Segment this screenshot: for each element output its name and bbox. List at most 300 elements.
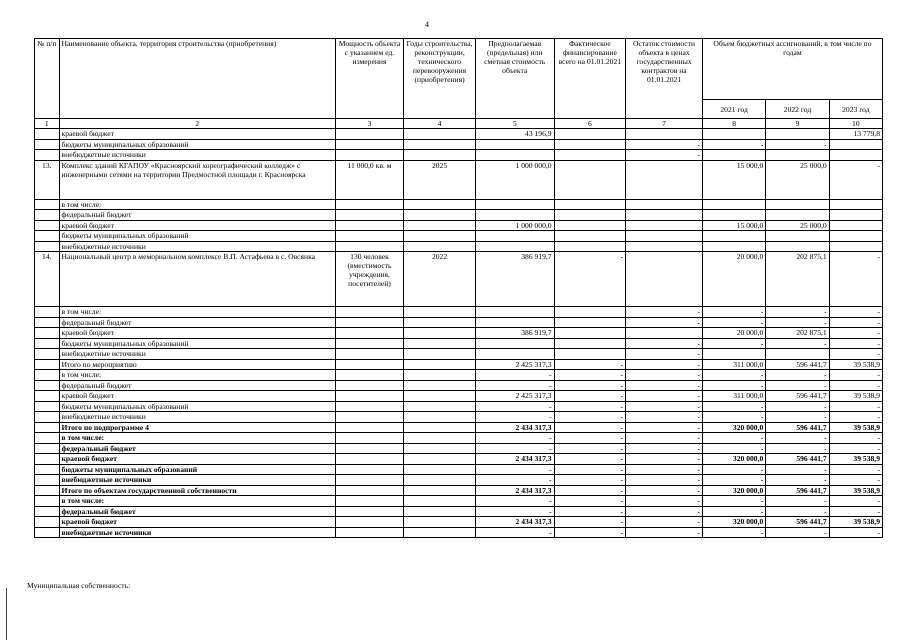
table-cell: 13. [35, 160, 60, 199]
table-cell: 386 919,7 [475, 252, 554, 307]
table-cell: - [475, 412, 554, 423]
table-cell: - [829, 443, 882, 454]
table-cell: 311 000,0 [702, 391, 765, 402]
table-cell: - [475, 496, 554, 507]
table-cell [35, 231, 60, 242]
table-cell: 20 000,0 [702, 328, 765, 339]
table-cell [35, 359, 60, 370]
table-row [35, 485, 883, 496]
table-cell [335, 139, 404, 150]
table-cell [766, 199, 829, 210]
table-cell [475, 241, 554, 252]
table-cell [404, 443, 476, 454]
table-cell [554, 199, 626, 210]
table-cell [35, 370, 60, 381]
table-cell: в том числе: [59, 496, 335, 507]
table-cell: - [554, 433, 626, 444]
table-cell: 39 538,9 [829, 454, 882, 465]
table-cell [35, 199, 60, 210]
table-cell: - [626, 454, 703, 465]
table-cell: - [829, 349, 882, 360]
table-cell: - [766, 527, 829, 538]
table-cell [475, 139, 554, 150]
table-cell: бюджеты муниципальных образований [59, 401, 335, 412]
table-cell [404, 317, 476, 328]
table-cell: - [766, 338, 829, 349]
table-cell [335, 485, 404, 496]
table-cell [475, 231, 554, 242]
table-cell: 2 425 317,3 [475, 391, 554, 402]
table-cell: - [626, 527, 703, 538]
table-cell [404, 328, 476, 339]
table-cell: - [554, 391, 626, 402]
table-cell: в том числе: [59, 307, 335, 318]
table-cell: 320 000,0 [702, 517, 765, 528]
table-row [35, 412, 883, 423]
table-cell [35, 220, 60, 231]
table-cell: краевой бюджет [59, 517, 335, 528]
table-cell: - [626, 475, 703, 486]
table-cell [554, 129, 626, 140]
table-cell: - [829, 506, 882, 517]
table-cell [404, 506, 476, 517]
table-cell: - [554, 527, 626, 538]
table-cell [404, 241, 476, 252]
table-cell [335, 317, 404, 328]
table-row [35, 391, 883, 402]
table-cell: - [626, 422, 703, 433]
table-cell: краевой бюджет [59, 328, 335, 339]
table-cell: 311 000,0 [702, 359, 765, 370]
table-cell: - [554, 454, 626, 465]
table-cell: бюджеты муниципальных образований [59, 139, 335, 150]
column-index-row [35, 119, 883, 129]
table-cell: федеральный бюджет [59, 380, 335, 391]
table-cell: 11 000,0 кв. м [335, 160, 404, 199]
table-cell [554, 150, 626, 161]
table-cell [626, 231, 703, 242]
table-cell: - [554, 401, 626, 412]
table-cell [702, 129, 765, 140]
table-cell: 2025 [404, 160, 476, 199]
table-cell: 39 538,9 [829, 485, 882, 496]
table-cell [702, 241, 765, 252]
table-cell: - [554, 422, 626, 433]
table-cell: - [702, 317, 765, 328]
table-cell [404, 380, 476, 391]
table-cell: - [702, 443, 765, 454]
table-cell [626, 129, 703, 140]
table-cell: федеральный бюджет [59, 443, 335, 454]
table-cell: - [766, 506, 829, 517]
table-cell [35, 496, 60, 507]
table-cell: 14. [35, 252, 60, 307]
table-cell: - [702, 475, 765, 486]
table-cell: - [702, 139, 765, 150]
table-cell: - [766, 464, 829, 475]
table-cell [335, 241, 404, 252]
table-cell: - [626, 317, 703, 328]
table-cell: краевой бюджет [59, 129, 335, 140]
table-row [35, 380, 883, 391]
table-cell [404, 199, 476, 210]
table-cell: - [829, 307, 882, 318]
table-cell: краевой бюджет [59, 220, 335, 231]
table-cell: - [554, 464, 626, 475]
index-cell: 1 [35, 119, 60, 129]
table-cell [35, 241, 60, 252]
table-cell: - [829, 464, 882, 475]
table-cell [829, 231, 882, 242]
table-row [35, 150, 883, 161]
table-cell: 2 434 317,3 [475, 422, 554, 433]
table-cell: - [702, 307, 765, 318]
table-cell [554, 317, 626, 328]
table-cell: краевой бюджет [59, 391, 335, 402]
table-cell [35, 338, 60, 349]
table-row [35, 199, 883, 210]
table-cell [335, 475, 404, 486]
table-cell [335, 328, 404, 339]
table-cell [335, 380, 404, 391]
table-cell: 13 779,8 [829, 129, 882, 140]
table-cell [35, 475, 60, 486]
table-cell [335, 199, 404, 210]
table-cell [404, 454, 476, 465]
table-cell [404, 129, 476, 140]
table-cell [335, 220, 404, 231]
municipal-property-label: Муниципальная собственность: [27, 581, 131, 590]
table-cell: внебюджетные источники [59, 527, 335, 538]
table-cell [404, 231, 476, 242]
table-cell: внебюджетные источники [59, 349, 335, 360]
index-cell: 8 [702, 119, 765, 129]
index-cell: 3 [335, 119, 404, 129]
table-cell: - [766, 443, 829, 454]
table-cell [35, 454, 60, 465]
table-cell [554, 210, 626, 221]
table-cell [335, 150, 404, 161]
table-cell [554, 338, 626, 349]
table-cell [404, 349, 476, 360]
table-cell [554, 307, 626, 318]
table-cell [335, 307, 404, 318]
table-cell [475, 317, 554, 328]
table-cell: - [626, 380, 703, 391]
table-cell [335, 370, 404, 381]
table-cell: 2 425 317,3 [475, 359, 554, 370]
table-cell [335, 231, 404, 242]
table-cell [335, 412, 404, 423]
table-cell: - [829, 370, 882, 381]
table-cell: - [475, 370, 554, 381]
table-row [35, 433, 883, 444]
table-cell: бюджеты муниципальных образований [59, 464, 335, 475]
table-row [35, 129, 883, 140]
table-cell [335, 422, 404, 433]
table-cell: - [766, 475, 829, 486]
table-cell [766, 349, 829, 360]
table-row [35, 443, 883, 454]
table-row [35, 359, 883, 370]
table-cell [35, 464, 60, 475]
table-cell: - [626, 485, 703, 496]
table-cell [829, 199, 882, 210]
table-row [35, 241, 883, 252]
table-cell: - [829, 252, 882, 307]
table-cell: внебюджетные источники [59, 150, 335, 161]
table-cell: - [626, 443, 703, 454]
table-cell [475, 307, 554, 318]
table-cell: Итого по мероприятию [59, 359, 335, 370]
table-cell: 2 434 317,3 [475, 485, 554, 496]
table-cell [35, 527, 60, 538]
table-cell [766, 150, 829, 161]
table-cell: федеральный бюджет [59, 317, 335, 328]
table-row [35, 454, 883, 465]
table-cell: - [829, 401, 882, 412]
table-cell: - [554, 252, 626, 307]
table-cell [35, 150, 60, 161]
table-cell: - [702, 338, 765, 349]
table-cell: - [626, 496, 703, 507]
table-cell [626, 210, 703, 221]
table-cell [829, 150, 882, 161]
table-cell: - [554, 412, 626, 423]
table-cell: - [702, 412, 765, 423]
table-cell [35, 349, 60, 360]
table-row [35, 307, 883, 318]
table-cell [766, 231, 829, 242]
table-cell: 39 538,9 [829, 359, 882, 370]
table-cell: - [475, 443, 554, 454]
table-cell: - [702, 370, 765, 381]
table-cell: 596 441,7 [766, 422, 829, 433]
table-cell: - [829, 412, 882, 423]
table-cell [335, 401, 404, 412]
table-cell: 39 538,9 [829, 422, 882, 433]
table-cell [35, 506, 60, 517]
table-cell: в том числе: [59, 370, 335, 381]
table-cell: Итого по объектам государственной собственности [59, 485, 335, 496]
table-cell: - [702, 401, 765, 412]
table-row [35, 496, 883, 507]
table-cell [404, 496, 476, 507]
table-cell [335, 443, 404, 454]
table-cell [702, 150, 765, 161]
table-cell: в том числе: [59, 199, 335, 210]
table-cell [626, 220, 703, 231]
table-cell: 2 434 317,3 [475, 517, 554, 528]
table-cell: - [475, 475, 554, 486]
table-cell [626, 160, 703, 199]
table-cell [335, 338, 404, 349]
table-row [35, 401, 883, 412]
header-year-2022: 2022 год [766, 100, 829, 119]
header-num: № п/п [35, 39, 60, 119]
table-cell: 1 000 000,0 [475, 160, 554, 199]
table-cell [702, 349, 765, 360]
table-cell: 43 196,9 [475, 129, 554, 140]
table-cell [554, 220, 626, 231]
table-cell: - [766, 370, 829, 381]
table-cell: федеральный бюджет [59, 210, 335, 221]
table-row [35, 422, 883, 433]
table-cell [554, 231, 626, 242]
table-cell: - [554, 475, 626, 486]
table-cell: 2 434 317,3 [475, 454, 554, 465]
table-cell [35, 401, 60, 412]
table-cell: - [626, 349, 703, 360]
table-cell [404, 475, 476, 486]
table-cell [35, 443, 60, 454]
table-cell [35, 129, 60, 140]
table-cell [475, 150, 554, 161]
table-cell: - [829, 338, 882, 349]
table-cell: - [626, 307, 703, 318]
table-cell [335, 129, 404, 140]
table-cell [475, 338, 554, 349]
table-cell: - [702, 464, 765, 475]
table-row [35, 210, 883, 221]
table-cell: - [626, 150, 703, 161]
table-cell [475, 210, 554, 221]
table-cell: Итого по подпрограмме 4 [59, 422, 335, 433]
table-cell [404, 338, 476, 349]
table-cell: 130 человек (вместимость учреждения, посетителей) [335, 252, 404, 307]
table-cell: - [766, 317, 829, 328]
table-cell [404, 307, 476, 318]
table-cell: - [475, 464, 554, 475]
table-row [35, 220, 883, 231]
table-cell [335, 464, 404, 475]
table-cell: 2022 [404, 252, 476, 307]
table-cell: - [829, 160, 882, 199]
index-cell: 4 [404, 119, 476, 129]
header-cost: Предполагаемая (предельная) или сметная стоимость объекта [475, 39, 554, 119]
page-left-border [6, 588, 7, 640]
table-row [35, 370, 883, 381]
index-cell: 9 [766, 119, 829, 129]
header-actual: Фактическое финансирование всего на 01.01.2021 [554, 39, 626, 119]
table-cell [35, 380, 60, 391]
table-cell [404, 139, 476, 150]
table-cell [404, 527, 476, 538]
table-cell [404, 422, 476, 433]
table-cell [404, 359, 476, 370]
table-cell: - [626, 391, 703, 402]
index-cell: 5 [475, 119, 554, 129]
table-row [35, 160, 883, 199]
table-row [35, 517, 883, 528]
table-cell: - [766, 307, 829, 318]
table-cell [404, 150, 476, 161]
table-cell [35, 328, 60, 339]
table-cell: - [702, 380, 765, 391]
table-cell: 596 441,7 [766, 391, 829, 402]
header-budget: Объем бюджетных ассигнований, в том числе по годам [702, 39, 882, 100]
table-cell [35, 433, 60, 444]
table-cell: - [829, 496, 882, 507]
table-cell: - [626, 517, 703, 528]
table-cell: - [766, 496, 829, 507]
table-cell: - [829, 380, 882, 391]
table-cell [554, 349, 626, 360]
table-row [35, 338, 883, 349]
table-cell: - [829, 527, 882, 538]
table-cell [702, 231, 765, 242]
table-cell: - [702, 433, 765, 444]
table-cell: 202 875,1 [766, 328, 829, 339]
table-cell [35, 139, 60, 150]
table-cell: - [475, 527, 554, 538]
table-cell [766, 129, 829, 140]
table-cell [35, 517, 60, 528]
table-cell [335, 433, 404, 444]
table-cell: 320 000,0 [702, 422, 765, 433]
table-cell [404, 464, 476, 475]
table-cell: 596 441,7 [766, 454, 829, 465]
table-cell: - [829, 317, 882, 328]
table-row [35, 506, 883, 517]
table-row [35, 527, 883, 538]
table-cell: 202 875,1 [766, 252, 829, 307]
table-cell [829, 220, 882, 231]
table-cell: бюджеты муниципальных образований [59, 338, 335, 349]
table-cell: - [475, 506, 554, 517]
table-cell: - [626, 370, 703, 381]
table-cell: - [626, 338, 703, 349]
table-cell [335, 391, 404, 402]
table-cell: 39 538,9 [829, 517, 882, 528]
table-cell: 25 000,0 [766, 220, 829, 231]
table-cell: - [766, 401, 829, 412]
table-cell [829, 139, 882, 150]
table-cell: - [626, 412, 703, 423]
table-cell: - [829, 328, 882, 339]
table-cell [335, 349, 404, 360]
page-number: 4 [425, 20, 429, 29]
table-cell [554, 241, 626, 252]
index-cell: 7 [626, 119, 703, 129]
table-row [35, 328, 883, 339]
table-cell [626, 199, 703, 210]
table-cell: - [475, 380, 554, 391]
table-cell: - [554, 380, 626, 391]
table-cell: - [475, 433, 554, 444]
table-cell [404, 220, 476, 231]
header-capacity: Мощность объекта с указанием ед. измерения [335, 39, 404, 119]
table-row [35, 349, 883, 360]
table-cell [335, 359, 404, 370]
table-cell [404, 433, 476, 444]
table-cell [35, 422, 60, 433]
table-cell: Национальный центр в мемориальном комплексе В.П. Астафьева в с. Овсянка [59, 252, 335, 307]
table-cell [404, 517, 476, 528]
table-cell: внебюджетные источники [59, 241, 335, 252]
table-row [35, 139, 883, 150]
table-cell: 596 441,7 [766, 485, 829, 496]
table-cell: - [702, 496, 765, 507]
table-cell [404, 210, 476, 221]
table-cell [829, 210, 882, 221]
table-cell [404, 401, 476, 412]
table-cell: в том числе: [59, 433, 335, 444]
table-cell: 1 000 000,0 [475, 220, 554, 231]
index-cell: 10 [829, 119, 882, 129]
table-cell: - [829, 475, 882, 486]
index-cell: 2 [59, 119, 335, 129]
